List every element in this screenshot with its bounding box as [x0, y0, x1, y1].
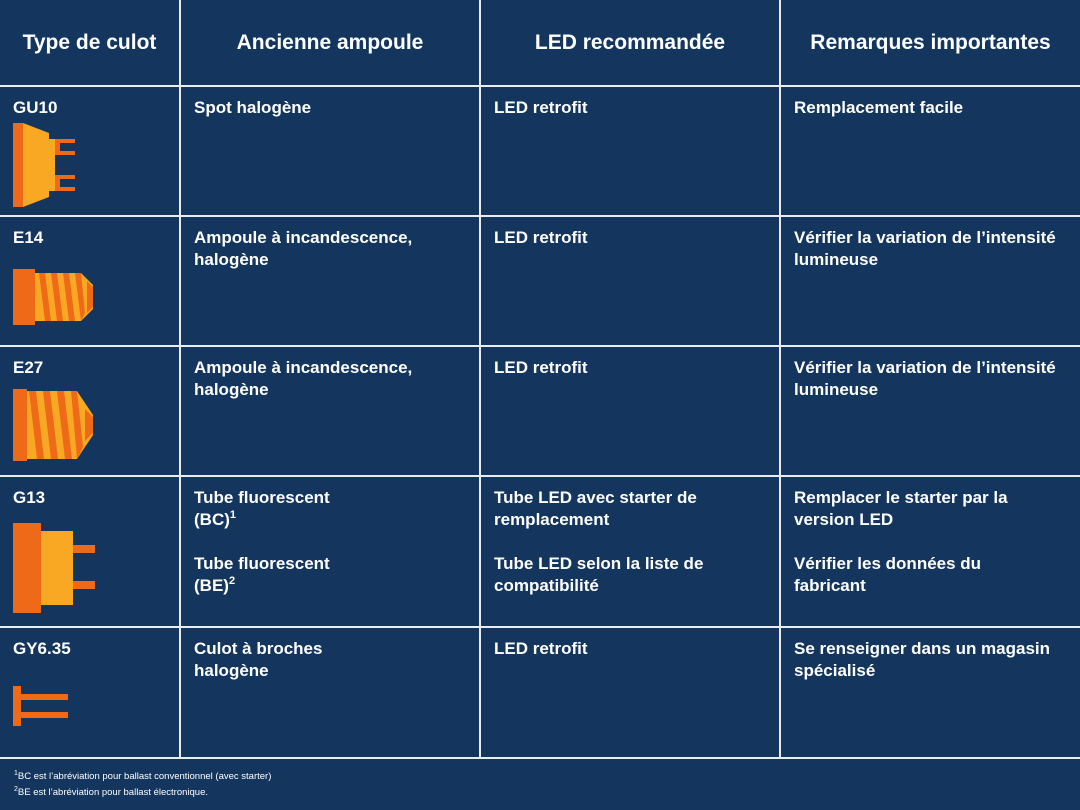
- base-name: GU10: [13, 98, 58, 117]
- old-bulb-text: Tube fluorescent (BE)$^2$: [194, 554, 330, 595]
- table-row: [0, 628, 1080, 759]
- old-bulb-text: Ampoule à incandescence, halogène: [194, 228, 413, 269]
- gu10-base-icon: [13, 123, 79, 207]
- table-row: [0, 347, 1080, 477]
- footnotes: [14, 769, 271, 801]
- led-text: LED retrofit: [494, 639, 588, 658]
- led-cell: [481, 217, 781, 345]
- led-text: LED retrofit: [494, 358, 588, 377]
- footnote-mark: 1: [229, 509, 237, 521]
- old-bulb-text: Tube fluorescent (BC)$^1$: [194, 488, 330, 529]
- old-bulb-cell: [181, 477, 481, 626]
- notes-cell: [781, 217, 1080, 345]
- notes-text: Vérifier la variation de l’intensité lumineuse: [794, 228, 1056, 269]
- old-bulb-cell: [181, 217, 481, 345]
- led-text: Tube LED selon la liste de compatibilité: [494, 554, 704, 595]
- table-row: [0, 87, 1080, 217]
- led-text: Tube LED avec starter de remplacement: [494, 488, 697, 529]
- notes-text: Remplacement facile: [794, 98, 964, 117]
- base-type-cell: [0, 87, 181, 215]
- base-type-cell: [0, 347, 181, 475]
- base-name: G13: [13, 488, 46, 507]
- header-notes: Remarques importantes: [810, 30, 1051, 54]
- g13-base-icon: [13, 523, 97, 613]
- led-cell: [481, 87, 781, 215]
- notes-text: Vérifier la variation de l’intensité lumineuse: [794, 358, 1056, 399]
- base-name: E27: [13, 358, 44, 377]
- header-old-bulb: Ancienne ampoule: [181, 0, 481, 85]
- old-bulb-cell: [181, 628, 481, 757]
- led-text: LED retrofit: [494, 98, 588, 117]
- base-type-cell: [0, 477, 181, 626]
- header-base-type: Type de culot: [0, 0, 181, 85]
- base-type-cell: [0, 628, 181, 757]
- old-bulb-cell: [181, 87, 481, 215]
- notes-text: Vérifier les données du fabricant: [794, 554, 982, 595]
- led-cell: [481, 628, 781, 757]
- base-type-cell: [0, 217, 181, 345]
- old-bulb-text: Culot à broches halogène: [194, 639, 323, 680]
- base-name: E14: [13, 228, 44, 247]
- e14-base-icon: [13, 269, 95, 325]
- table-row: [0, 217, 1080, 347]
- notes-text: Remplacer le starter par la version LED: [794, 488, 1008, 529]
- table-header: [0, 0, 1080, 87]
- old-bulb-text: Spot halogène: [194, 98, 312, 117]
- notes-cell: [781, 477, 1080, 626]
- notes-text: Se renseigner dans un magasin spécialisé: [794, 639, 1051, 680]
- footnote: $^1$BC est l’abréviation pour ballast conventionnel (avec starter): [14, 770, 272, 782]
- e27-base-icon: [13, 389, 95, 461]
- base-name: GY6.35: [13, 639, 71, 658]
- led-cell: [481, 347, 781, 475]
- notes-cell: [781, 347, 1080, 475]
- header-recommended-led: LED recommandée: [481, 0, 781, 85]
- led-text: LED retrofit: [494, 228, 588, 247]
- old-bulb-cell: [181, 347, 481, 475]
- led-cell: [481, 477, 781, 626]
- footnote: $^2$BE est l’abréviation pour ballast électronique.: [14, 786, 209, 798]
- footnote-mark: 2: [228, 575, 236, 587]
- old-bulb-text: Ampoule à incandescence, halogène: [194, 358, 413, 399]
- table-row: [0, 477, 1080, 628]
- gy635-base-icon: [13, 686, 69, 726]
- notes-cell: [781, 87, 1080, 215]
- notes-cell: [781, 628, 1080, 757]
